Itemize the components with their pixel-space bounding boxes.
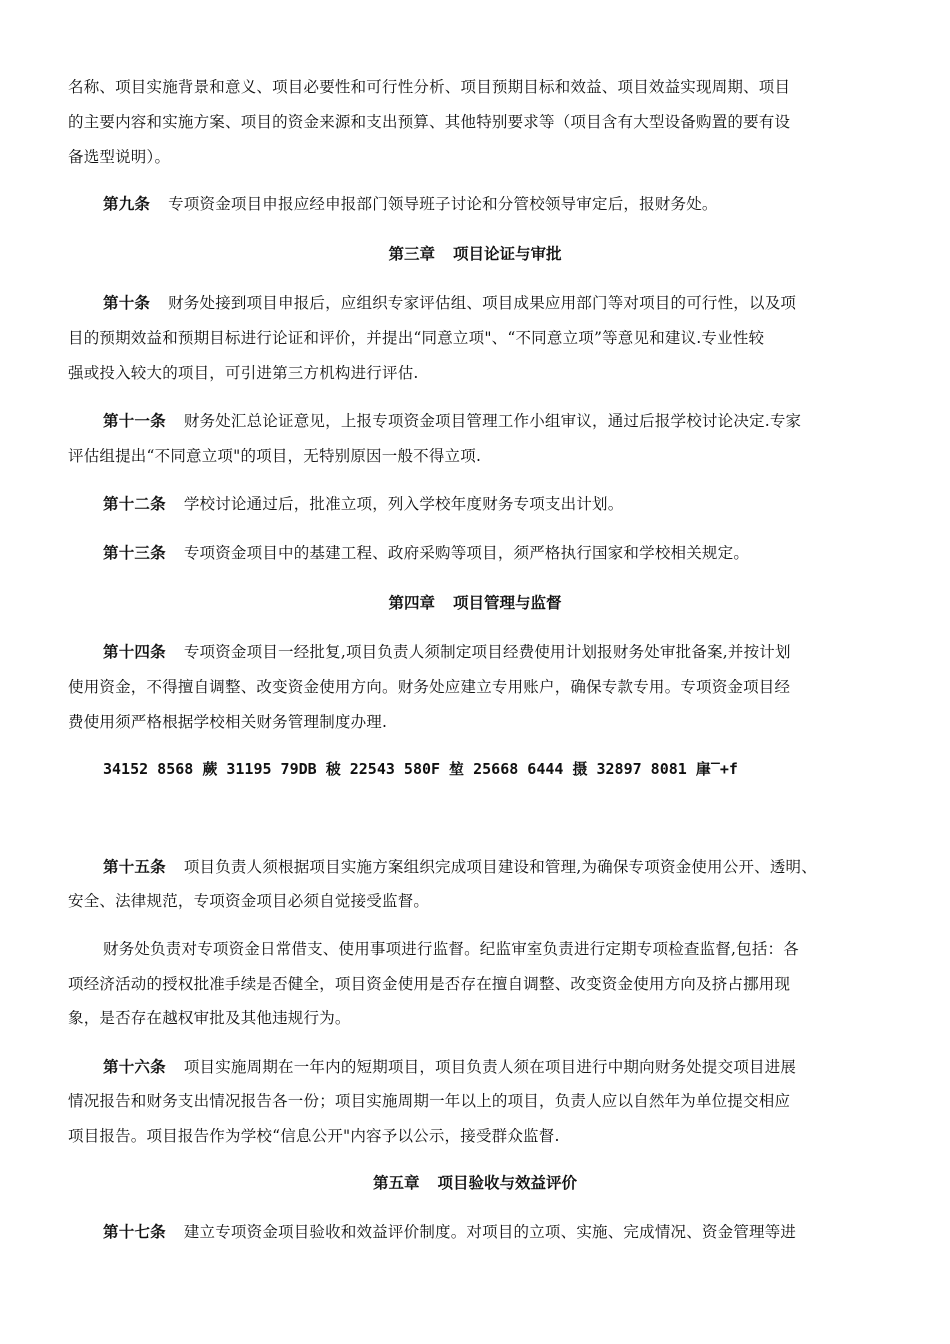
chapter-title: 项目验收与效益评价 [437,1174,578,1192]
article-12 [103,493,623,515]
article-text: 项目实施周期在一年内的短期项目，项目负责人须在项目进行中期向财务处提交项目进展 [183,1058,797,1076]
article-label: 第十五条 [103,858,166,876]
article-9 [103,193,718,215]
article-16 [103,1056,796,1078]
article-label: 第十条 [103,294,151,312]
article-10 [103,292,796,314]
article-text: 专项资金项目申报应经申报部门领导班子讨论和分管校领导审定后，报财务处。 [168,195,718,213]
article-text: 建立专项资金项目验收和效益评价制度。对项目的立项、实施、完成情况、资金管理等进 [183,1223,797,1241]
article-label: 第十一条 [103,412,166,430]
chapter-title: 项目论证与审批 [453,245,562,263]
article-label: 第十七条 [103,1223,166,1241]
article-text: 专项资金项目一经批复,项目负责人须制定项目经费使用计划报财务处审批备案,并按计划 [183,643,791,661]
article-14 [103,641,791,663]
article-text: 财务处汇总论证意见，上报专项资金项目管理工作小组审议，通过后报学校讨论决定.专家 [183,412,802,430]
article-text: 专项资金项目中的基建工程、政府采购等项目，须严格执行国家和学校相关规定。 [183,544,750,562]
paragraph-line: 财务处负责对专项资金日常借支、使用事项进行监督。纪监审室负责进行定期专项检查监督,包括：各 [103,940,799,958]
paragraph-line: 安全、法律规范，专项资金项目必须自觉接受监督。 [68,892,430,910]
article-17 [103,1221,796,1243]
paragraph-line: 情况报告和财务支出情况报告各一份；项目实施周期一年以上的项目，负责人应以自然年为单位提交相应 [68,1092,791,1110]
article-13 [103,542,749,564]
chapter-heading [0,243,950,265]
article-label: 第十二条 [103,495,166,513]
article-label: 第十三条 [103,544,166,562]
article-label: 第十六条 [103,1058,166,1076]
chapter-number: 第五章 [372,1174,420,1192]
paragraph-line: 目的预期效益和预期目标进行论证和评价，并提出“同意立项"、“不同意立项”等意见和建议.专业性较 [68,329,765,347]
chapter-title: 项目管理与监督 [453,594,562,612]
paragraph-line: 项目报告。项目报告作为学校“信息公开"内容予以公示，接受群众监督. [68,1127,560,1145]
article-11 [103,410,801,432]
article-text: 财务处接到项目申报后，应组织专家评估组、项目成果应用部门等对项目的可行性，以及项 [168,294,797,312]
chapter-number: 第四章 [388,594,435,612]
paragraph-line: 名称、项目实施背景和意义、项目必要性和可行性分析、项目预期目标和效益、项目效益实现周期、项目 [68,78,791,96]
paragraph-line: 备选型说明）。 [68,148,171,166]
paragraph-line: 评估组提出“不同意立项"的项目，无特别原因一般不得立项. [68,447,482,465]
encoded-text-line: 34152 8568 蕨 31195 79DB 秛 22543 580F 堏 25668 6444 摄 32897 8081 肁‾+f [103,760,738,778]
article-text: 学校讨论通过后，批准立项，列入学校年度财务专项支出计划。 [183,495,624,513]
article-text: 项目负责人须根据项目实施方案组织完成项目建设和管理,为确保专项资金使用公开、透明、 [183,858,817,876]
paragraph-line: 的主要内容和实施方案、项目的资金来源和支出预算、其他特别要求等（项目含有大型设备购置的要有设 [68,113,791,131]
paragraph-line: 强或投入较大的项目，可引进第三方机构进行评估. [68,364,419,382]
chapter-number: 第三章 [388,245,435,263]
paragraph-line: 使用资金，不得擅自调整、改变资金使用方向。财务处应建立专用账户，确保专款专用。专项资金项目经 [68,678,791,696]
chapter-heading [0,592,950,614]
paragraph-line: 费使用须严格根据学校相关财务管理制度办理. [68,713,388,731]
article-label: 第十四条 [103,643,166,661]
paragraph-line: 象，是否存在越权审批及其他违规行为。 [68,1009,351,1027]
paragraph-line: 项经济活动的授权批准手续是否健全，项目资金使用是否存在擅自调整、改变资金使用方向及挤占挪用现 [68,975,791,993]
chapter-heading [0,1172,950,1194]
article-15 [103,856,817,878]
article-label: 第九条 [103,195,151,213]
